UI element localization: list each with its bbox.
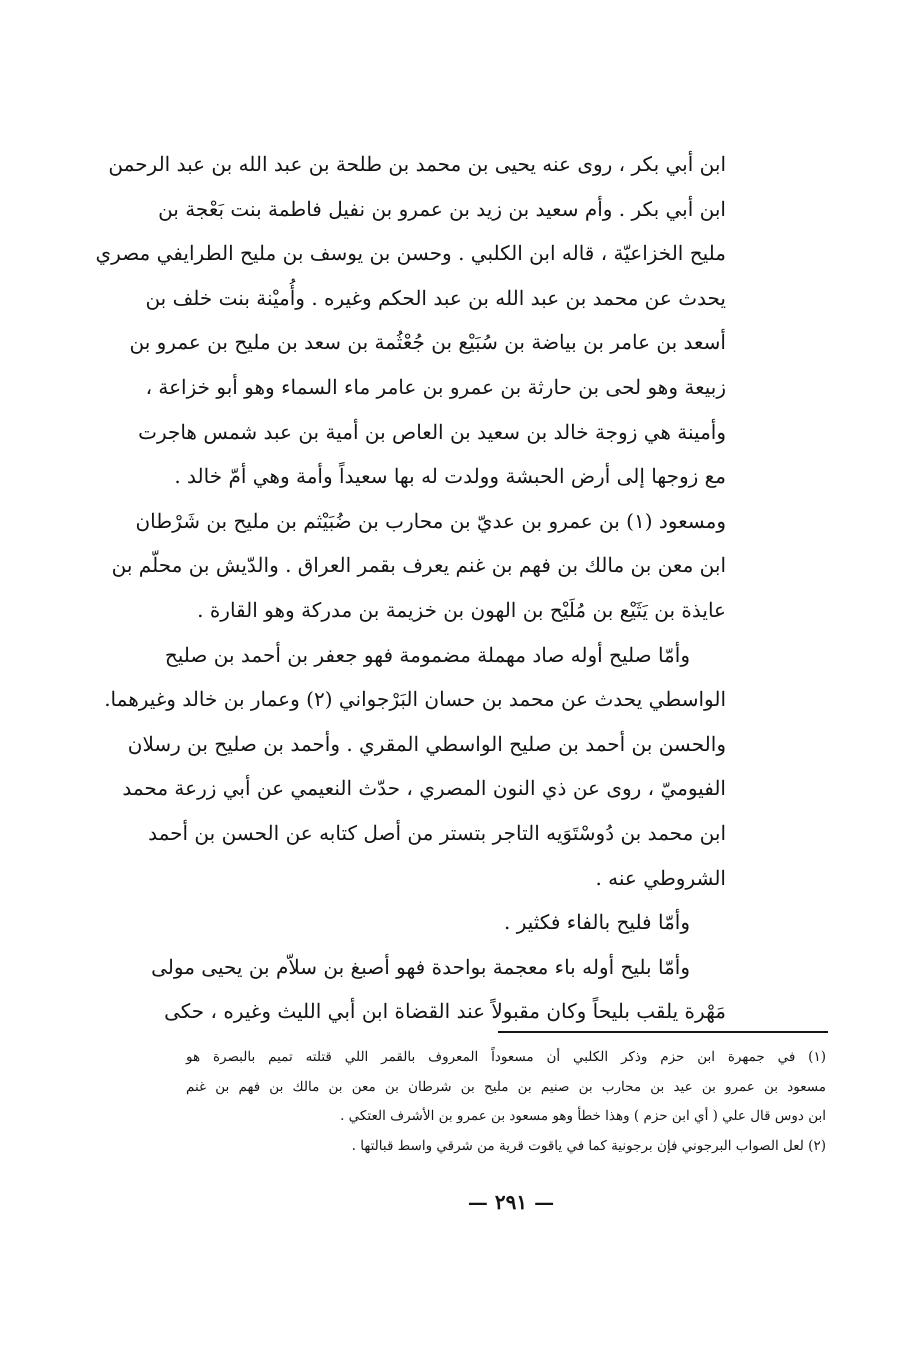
text-line: عايذة بن يَثَيْع بن مُلَيْح بن الهون بن خزيمة بن مدركة وهو القارة .: [197, 597, 726, 622]
text-line: الفيوميّ ، روى عن ذي النون المصري ، حدّث النعيمي عن أبي زرعة محمد: [122, 776, 726, 801]
text-line: مَهْرة يلقب بليحاً وكان مقبولاً عند القضاة ابن أبي الليث وغيره ، حكى: [164, 999, 726, 1024]
footnote-line: ابن دوس قال علي ( أي ابن حزم ) وهذا خطأ وهو مسعود بن عمرو بن الأشرف العتكي .: [340, 1108, 826, 1124]
text-line: أسعد بن عامر بن بياضة بن سُبَيْع بن جُعْثُمة بن سعد بن مليح بن عمرو بن: [129, 330, 726, 355]
footnote-divider: [498, 1031, 828, 1033]
footnote-line: (١) في جمهرة ابن حزم وذكر الكلبي أن مسعوداً المعروف بالقمر اللي قتلته تميم بالبصرة هو: [186, 1049, 826, 1065]
text-line: الواسطي يحدث عن محمد بن حسان البَرْجواني (٢) وعمار بن خالد وغيرهما.: [104, 687, 726, 712]
text-line: زبيعة وهو لحى بن حارثة بن عمرو بن عامر ماء السماء وهو أبو خزاعة ،: [145, 374, 726, 399]
paragraph-start-line: وأمّا فليح بالفاء فكثير .: [503, 910, 690, 935]
text-line: ابن أبي بكر ، روى عنه يحيى بن محمد بن طلحة بن عبد الله بن عبد الرحمن: [108, 152, 726, 176]
text-line: والحسن بن أحمد بن صليح الواسطي المقري . وأحمد بن صليح بن رسلان: [127, 731, 726, 756]
text-line: ابن أبي بكر . وأم سعيد بن زيد بن عمرو بن نفيل فاطمة بنت بَعْجة بن: [158, 196, 726, 221]
text-line: ابن معن بن مالك بن فهم بن غنم يعرف بقمر العراق . والدّيش بن محلّم بن: [111, 553, 726, 578]
footnote-line: (٢) لعل الصواب البرجوني فإن برجونية كما في ياقوت قرية من شرقي واسط قبالتها .: [351, 1137, 826, 1154]
page-number: — ٢٩١ —: [467, 1190, 555, 1214]
text-line: يحدث عن محمد بن عبد الله بن عبد الحكم وغيره . وأُميْنة بنت خلف بن: [145, 285, 726, 310]
main-text: [95, 142, 726, 1034]
text-line: وأمينة هي زوجة خالد بن سعيد بن العاص بن أمية بن عبد شمس هاجرت: [138, 419, 726, 444]
footnotes: [186, 1043, 826, 1161]
text-line: الشروطي عنه .: [595, 865, 726, 890]
text-line: ومسعود (١) بن عمرو بن عديّ بن محارب بن ضُبَيْثم بن مليح بن شَرْطان: [135, 508, 726, 533]
text-line: مع زوجها إلى أرض الحبشة وولدت له بها سعيداً وأمة وهي أمّ خالد .: [174, 464, 726, 489]
text-line: ابن محمد بن دُوسْتَوَيه التاجر بتستر من أصل كتابه عن الحسن بن أحمد: [148, 820, 726, 845]
text-line: مليح الخزاعيّة ، قاله ابن الكلبي . وحسن بن يوسف بن مليح الطرايفي مصري: [95, 241, 726, 266]
paragraph-start-line: وأمّا بليح أوله باء معجمة بواحدة فهو أصبغ بن سلاّم بن يحيى مولى: [151, 954, 690, 979]
paragraph-start-line: وأمّا صليح أوله صاد مهملة مضمومة فهو جعفر بن أحمد بن صليح: [164, 642, 690, 667]
footnote-line: مسعود بن عمرو بن عيد بن محارب بن صنيم بن مليح بن شرطان بن معن بن مالك بن فهم بن غنم: [186, 1078, 826, 1095]
